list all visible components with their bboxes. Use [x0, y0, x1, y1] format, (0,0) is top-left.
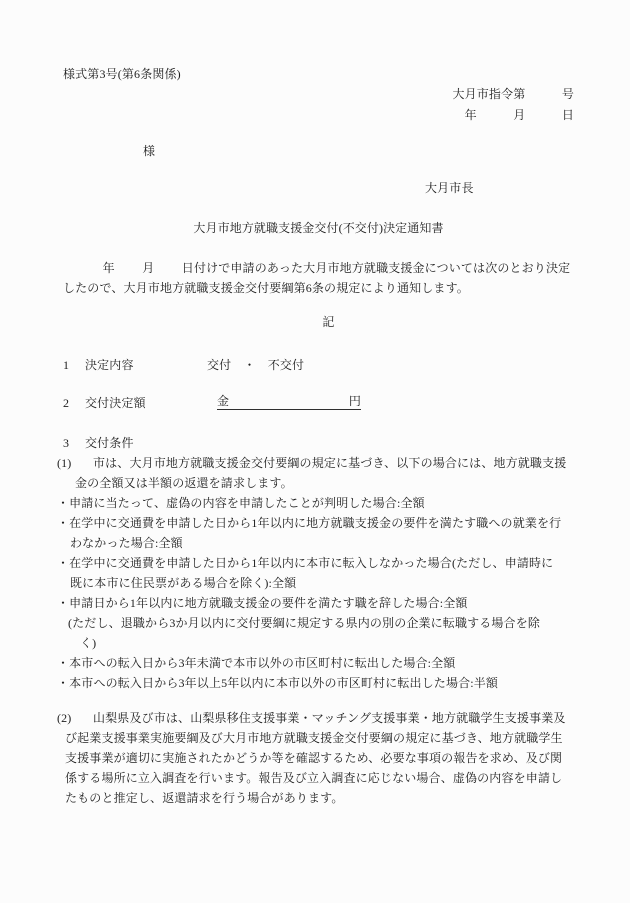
document-title: 大月市地方就職支援金交付(不交付)決定通知書: [193, 221, 444, 235]
clause-number: (1): [57, 456, 72, 470]
clause-text-continuation: 係する場所に立入調査を行います。報告及び立入調査に応じない場合、虚偽の内容を申請し: [65, 771, 563, 785]
issuer-line: 大月市長: [425, 181, 474, 195]
amount-unit: 円: [348, 394, 361, 408]
item-number: 1: [63, 358, 70, 372]
intro-line-1: 年 月 日付けで申請のあった大月市地方就職支援金については次のとおり決定: [63, 261, 571, 275]
clause-text-continuation: 金の全額又は半額の返還を請求します。: [75, 476, 293, 490]
directive-number-line: 大月市指令第 号: [452, 87, 574, 101]
condition-bullet-note-continuation: く): [80, 636, 97, 650]
clause-text-continuation: 支援事業が適切に実施されたかどうか等を確認するため、必要な事項の報告を求め、及び関: [65, 751, 563, 765]
item-label: 決定内容: [85, 358, 134, 372]
amount-prefix: 金: [217, 394, 230, 408]
condition-bullet: ・本市への転入日から3年以上5年以内に本市以外の市区町村に転出した場合:半額: [57, 676, 499, 690]
condition-bullet: ・申請日から1年以内に地方就職支援金の要件を満たす職を辞した場合:全額: [57, 596, 468, 610]
clause-text: 市は、大月市地方就職支援金交付要綱の規定に基づき、以下の場合には、地方就職支援: [93, 456, 567, 470]
condition-bullet-continuation: わなかった場合:全額: [70, 536, 183, 550]
clause-text: 山梨県及び市は、山梨県移住支援事業・マッチング支援事業・地方就職学生支援事業及: [93, 711, 566, 725]
decision-value: 交付 ・ 不交付: [207, 358, 305, 372]
item-number: 2: [63, 396, 70, 410]
clause-number: (2): [57, 711, 72, 725]
condition-bullet: ・在学中に交通費を申請した日から1年以内に本市に転入しなかった場合(ただし、申請時に: [57, 556, 554, 570]
issue-info-block: [63, 84, 574, 126]
condition-bullet-continuation: 既に本市に住民票がある場合を除く):全額: [70, 576, 297, 590]
clause-text-continuation: び起業支援事業実施要綱及び大月市地方就職支援金交付要綱の規定に基づき、地方就職学生: [65, 731, 563, 745]
grant-conditions-row: [63, 433, 574, 453]
item-label: 交付条件: [85, 436, 134, 450]
decision-content-row: [63, 355, 574, 375]
condition-clause-1: [57, 453, 574, 473]
condition-bullet: ・在学中に交通費を申請した日から1年以内に地方就職支援金の要件を満たす職への就業を行: [57, 516, 562, 530]
item-number: 3: [63, 436, 70, 450]
issue-date-line: 年 月 日: [464, 108, 574, 122]
condition-bullet: ・本市への転入日から3年未満で本市以外の市区町村に転出した場合:全額: [57, 656, 456, 670]
grant-amount-row: [63, 393, 574, 413]
form-number-label: 様式第3号(第6条関係): [63, 67, 181, 81]
addressee-line: 様: [143, 144, 156, 158]
item-label: 交付決定額: [85, 396, 146, 410]
condition-bullet: ・申請に当たって、虚偽の内容を申請したことが判明した場合:全額: [57, 496, 425, 510]
condition-bullet-note: (ただし、退職から3か月以内に交付要綱に規定する県内の別の企業に転職する場合を除: [68, 616, 540, 630]
intro-line-2: したので、大月市地方就職支援金交付要綱第6条の規定により通知します。: [63, 281, 469, 295]
condition-clause-2: [57, 708, 574, 728]
record-marker: 記: [322, 315, 335, 329]
clause-text-continuation: たものと推定し、返還請求を行う場合があります。: [65, 791, 344, 805]
amount-blank-field: [217, 393, 361, 410]
